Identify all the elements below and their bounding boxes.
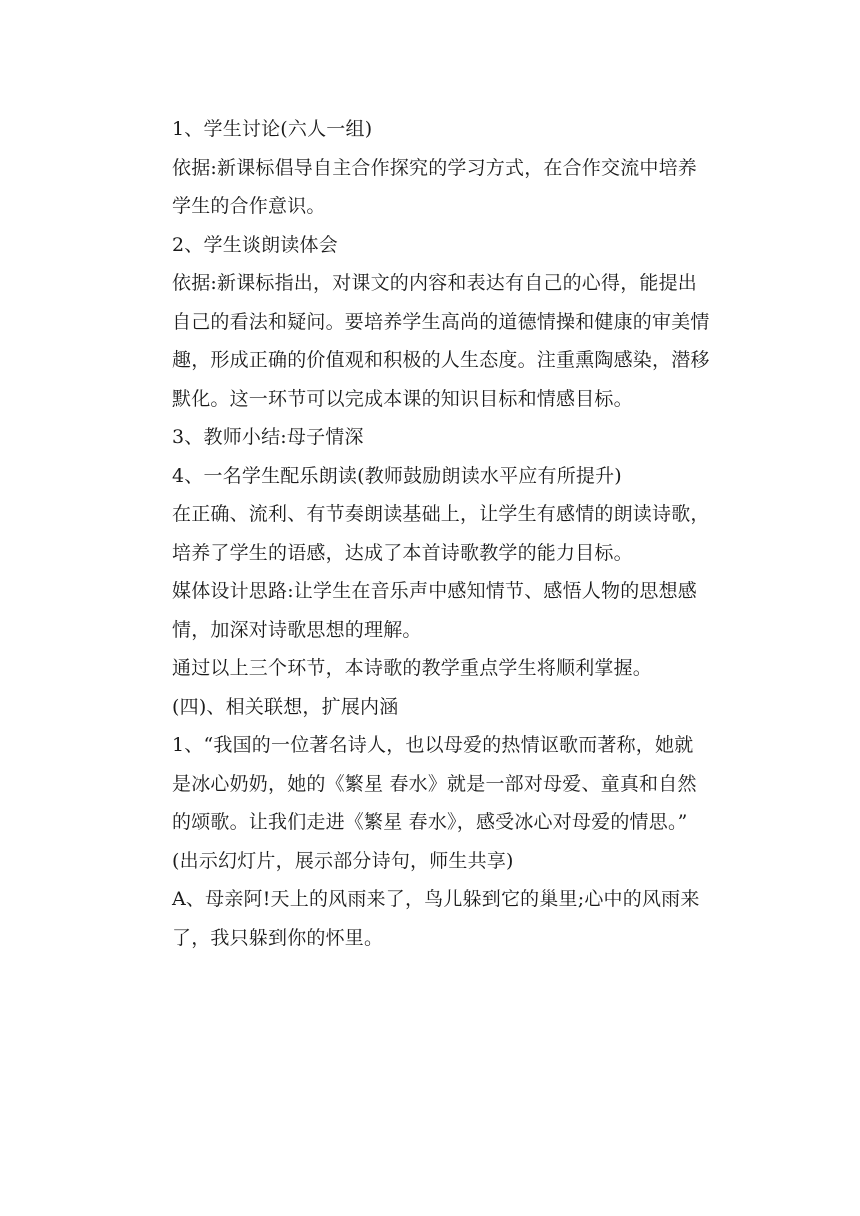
text-line: 媒体设计思路:让学生在音乐声中感知情节、感悟人物的思想感 xyxy=(172,580,698,602)
text-line: 的颂歌。让我们走进《繁星 春水》，感受冰心对母爱的情思。” xyxy=(172,811,688,833)
text-line: 了，我只躲到你的怀里。 xyxy=(172,926,384,949)
text-line: 情，加深对诗歌思想的理解。 xyxy=(172,618,422,641)
text-line: 默化。这一环节可以完成本课的知识目标和情感目标。 xyxy=(172,387,633,410)
text-line: 是冰心奶奶，她的《繁星 春水》就是一部对母爱、童真和自然 xyxy=(172,772,697,795)
text-line: 4、一名学生配乐朗读(教师鼓励朗读水平应有所提升) xyxy=(172,464,622,487)
text-line: 3、教师小结:母子情深 xyxy=(172,426,364,448)
text-line: 自己的看法和疑问。要培养学生高尚的道德情操和健康的审美情 xyxy=(172,310,710,333)
text-line: 1、学生讨论(六人一组) xyxy=(172,118,373,140)
text-line: 趣，形成正确的价值观和积极的人生态度。注重熏陶感染，潜移 xyxy=(172,349,710,371)
text-line: (四)、相关联想，扩展内涵 xyxy=(172,695,399,718)
document-body xyxy=(172,110,762,957)
text-line: 培养了学生的语感，达成了本首诗歌教学的能力目标。 xyxy=(172,541,633,564)
text-line: 依据:新课标倡导自主合作探究的学习方式，在合作交流中培养 xyxy=(172,156,698,179)
text-line: 在正确、流利、有节奏朗读基础上，让学生有感情的朗读诗歌， xyxy=(172,503,710,525)
text-line: 学生的合作意识。 xyxy=(172,195,326,217)
text-line: 通过以上三个环节，本诗歌的教学重点学生将顺利掌握。 xyxy=(172,657,653,679)
text-line: A、母亲阿!天上的风雨来了，鸟儿躲到它的巢里;心中的风雨来 xyxy=(172,888,700,910)
text-line: 1、“我国的一位著名诗人，也以母爱的热情讴歌而著称，她就 xyxy=(172,734,694,756)
text-line: 2、学生谈朗读体会 xyxy=(172,233,338,256)
text-line: 依据:新课标指出，对课文的内容和表达有自己的心得，能提出 xyxy=(172,272,698,294)
text-line: (出示幻灯片，展示部分诗句，师生共享) xyxy=(172,849,514,872)
